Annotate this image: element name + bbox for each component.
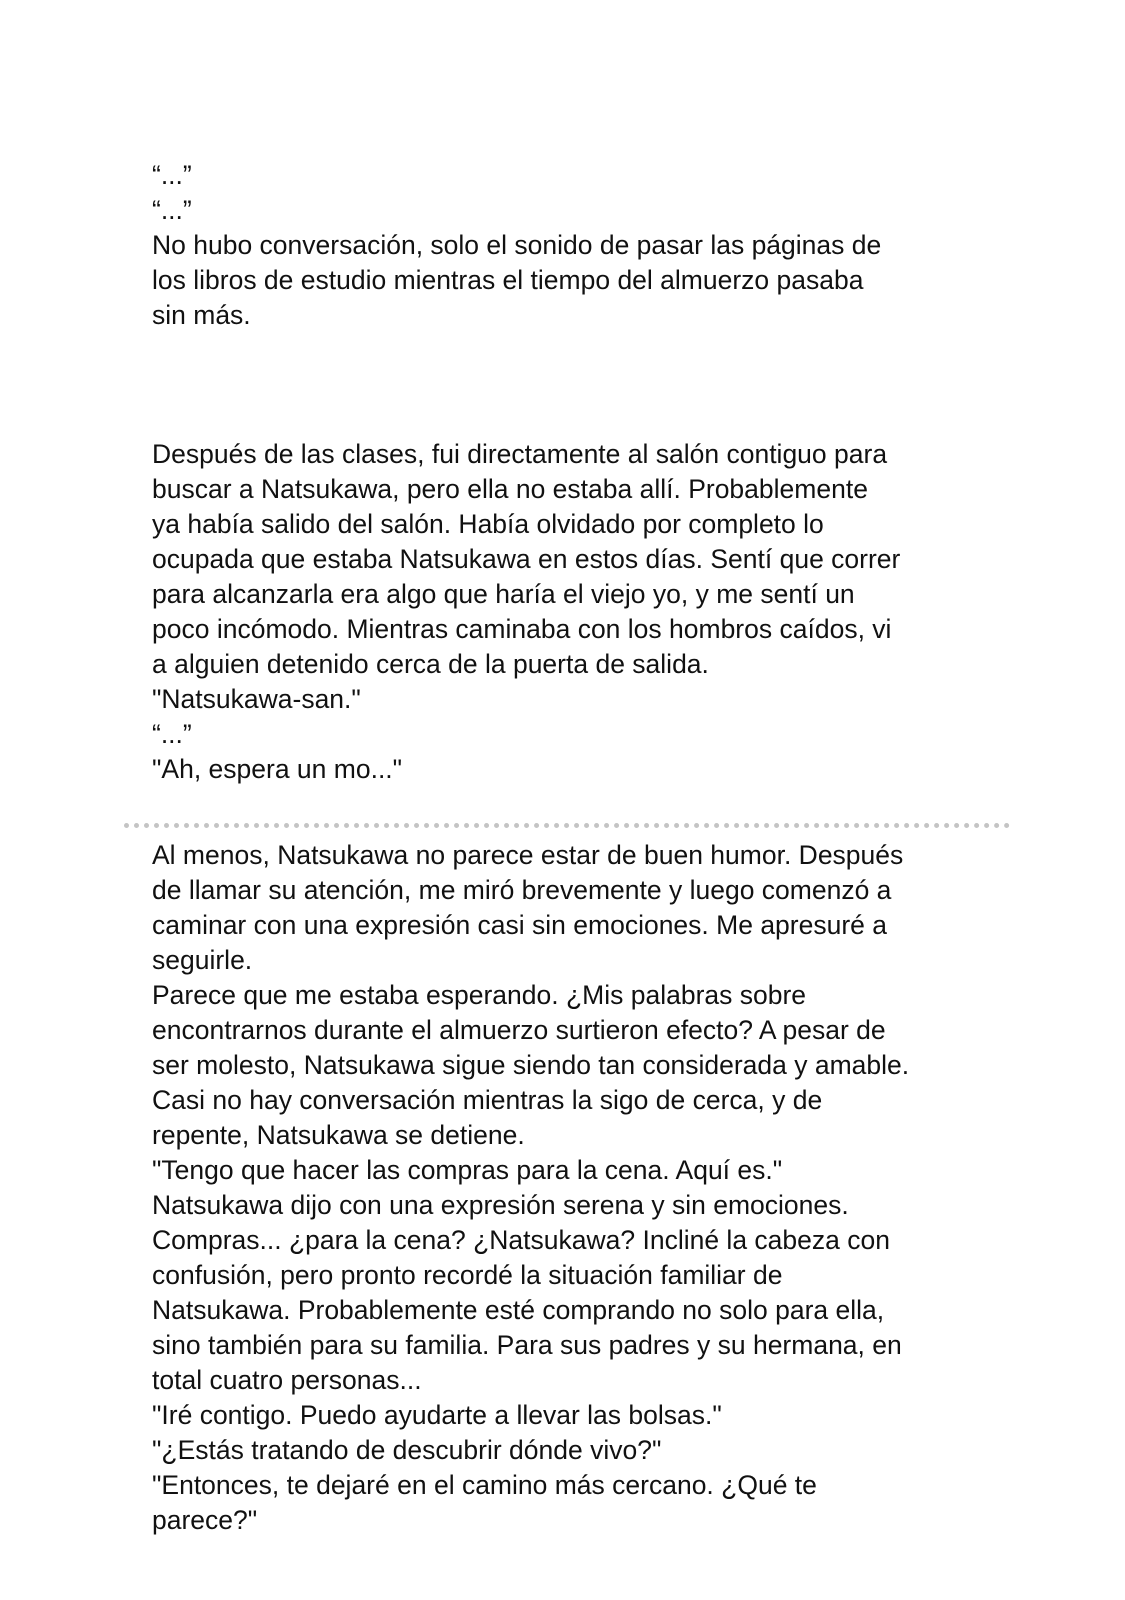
text-line: "¿Estás tratando de descubrir dónde vivo?" [152,1435,662,1465]
text-block-after-class [152,437,1012,787]
text-line: caminar con una expresión casi sin emociones. Me apresuré a [152,910,888,940]
text-line: Después de las clases, fui directamente al salón contiguo para [152,439,888,469]
text-line: "Entonces, te dejaré en el camino más cercano. ¿Qué te [152,1470,817,1500]
text-line: “...” [152,719,192,749]
text-line: Casi no hay conversación mientras la sigo de cerca, y de [152,1085,823,1115]
text-line: “...” [152,160,192,190]
text-line: de llamar su atención, me miró brevemente y luego comenzó a [152,875,892,905]
text-line: total cuatro personas... [152,1365,422,1395]
text-line: repente, Natsukawa se detiene. [152,1120,525,1150]
text-line: buscar a Natsukawa, pero ella no estaba allí. Probablemente [152,474,868,504]
text-line: para alcanzarla era algo que haría el viejo yo, y me sentí un [152,579,855,609]
text-line: “...” [152,195,192,225]
text-line: "Iré contigo. Puedo ayudarte a llevar las bolsas." [152,1400,722,1430]
text-line: confusión, pero pronto recordé la situación familiar de [152,1260,783,1290]
text-line: Al menos, Natsukawa no parece estar de buen humor. Después [152,840,904,870]
text-block-walk [152,838,1012,1538]
text-line: Compras... ¿para la cena? ¿Natsukawa? Incliné la cabeza con [152,1225,890,1255]
text-line: "Ah, espera un mo..." [152,754,403,784]
text-line: No hubo conversación, solo el sonido de pasar las páginas de [152,230,882,260]
text-line: ser molesto, Natsukawa sigue siendo tan considerada y amable. [152,1050,910,1080]
text-line: parece?" [152,1505,258,1535]
text-line: sino también para su familia. Para sus padres y su hermana, en [152,1330,902,1360]
text-line: ya había salido del salón. Había olvidado por completo lo [152,509,824,539]
text-line: Parece que me estaba esperando. ¿Mis palabras sobre [152,980,807,1010]
text-line: a alguien detenido cerca de la puerta de salida. [152,649,709,679]
text-line: "Tengo que hacer las compras para la cena. Aquí es." [152,1155,783,1185]
text-line: Natsukawa dijo con una expresión serena y sin emociones. [152,1190,849,1220]
text-line: sin más. [152,300,251,330]
text-line: encontrarnos durante el almuerzo surtieron efecto? A pesar de [152,1015,886,1045]
text-line: seguirle. [152,945,253,975]
text-block-lunch [152,158,1012,333]
section-divider [124,823,1010,828]
text-line: ocupada que estaba Natsukawa en estos días. Sentí que correr [152,544,901,574]
text-line: "Natsukawa-san." [152,684,361,714]
text-line: los libros de estudio mientras el tiempo del almuerzo pasaba [152,265,864,295]
text-line: poco incómodo. Mientras caminaba con los hombros caídos, vi [152,614,892,644]
text-line: Natsukawa. Probablemente esté comprando no solo para ella, [152,1295,885,1325]
